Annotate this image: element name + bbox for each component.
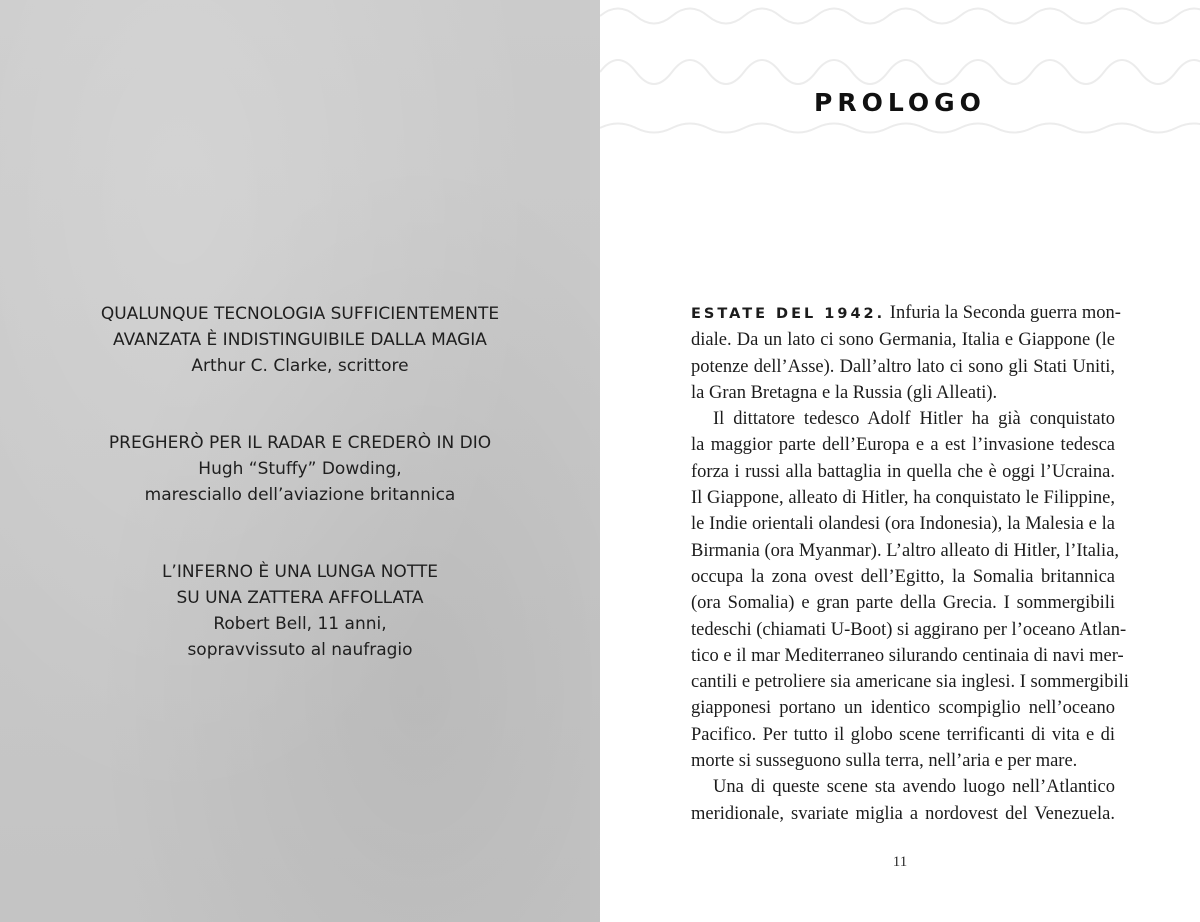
epigraph-quote-line: PREGHERÒ PER IL RADAR E CREDERÒ IN DIO bbox=[108, 433, 492, 453]
epigraph-quote-line: AVANZATA È INDISTINGUIBILE DALLA MAGIA bbox=[113, 330, 487, 350]
paragraph-1-line: Infuria la Seconda guerra mon- bbox=[889, 303, 1121, 323]
paragraph-1-line: potenze dell’Asse). Dall’altro lato ci sono gli Stati Uniti, bbox=[691, 356, 1115, 377]
paragraph-2-line: tedeschi (chiamati U-Boot) si aggirano per l’oceano Atlan- bbox=[691, 619, 1127, 640]
wave-pattern-decoration bbox=[600, 0, 1200, 140]
epigraph-attribution: Arthur C. Clarke, scrittore bbox=[191, 356, 409, 376]
epigraph-attribution: Robert Bell, 11 anni, bbox=[213, 614, 387, 634]
epigraph-attribution: maresciallo dell’aviazione britannica bbox=[144, 485, 456, 505]
text-line bbox=[691, 300, 1121, 327]
paragraph-2-line: morte si susseguono sulla terra, nell’aria e per mare. bbox=[691, 751, 1078, 772]
paragraph-1-line: la Gran Bretagna e la Russia (gli Alleati). bbox=[691, 382, 998, 403]
epigraph-dowding bbox=[0, 430, 600, 508]
paragraph-2-line: le Indie orientali olandesi (ora Indonesia), la Malesia e la bbox=[691, 514, 1115, 535]
paragraph-2-line: la maggior parte dell’Europa e a est l’invasione tedesca bbox=[691, 435, 1115, 456]
epigraph-bell bbox=[0, 559, 600, 663]
right-page bbox=[600, 0, 1200, 922]
paragraph-3-line: meridionale, svariate miglia a nordovest del Venezuela. bbox=[691, 803, 1115, 824]
epigraph-quote-line: SU UNA ZATTERA AFFOLLATA bbox=[176, 588, 424, 608]
epigraph-clarke bbox=[0, 301, 600, 379]
paragraph-3-line: Una di queste scene sta avendo luogo nell’Atlantico bbox=[713, 777, 1115, 798]
paragraph-2-line: (ora Somalia) e gran parte della Grecia. I sommergibili bbox=[691, 593, 1115, 614]
body-text bbox=[691, 300, 1129, 827]
paragraph-2-line: tico e il mar Mediterraneo silurando centinaia di navi mer- bbox=[691, 645, 1124, 666]
paragraph-1-line: diale. Da un lato ci sono Germania, Italia e Giappone (le bbox=[691, 330, 1115, 351]
page-number: 11 bbox=[892, 854, 908, 870]
epigraph-attribution: Hugh “Stuffy” Dowding, bbox=[198, 459, 402, 479]
paragraph-2-line: giapponesi portano un identico scompiglio nell’oceano bbox=[691, 698, 1115, 719]
paragraph-2-line: forza i russi alla battaglia in quella che è oggi l’Ucraina. bbox=[691, 461, 1115, 482]
paragraph-2-line: Il Giappone, alleato di Hitler, ha conquistato le Filippine, bbox=[691, 488, 1115, 509]
epigraph-attribution: sopravvissuto al naufragio bbox=[187, 640, 413, 660]
chapter-title: PROLOGO bbox=[814, 88, 986, 117]
epigraph-quote-line: L’INFERNO È UNA LUNGA NOTTE bbox=[161, 562, 439, 582]
paragraph-2-line: Birmania (ora Myanmar). L’altro alleato di Hitler, l’Italia, bbox=[691, 540, 1120, 561]
paragraph-2-line: Pacifico. Per tutto il globo scene terrificanti di vita e di bbox=[691, 724, 1115, 745]
epigraph-quote-line: QUALUNQUE TECNOLOGIA SUFFICIENTEMENTE bbox=[100, 304, 500, 324]
paragraph-2-line: occupa la zona ovest dell’Egitto, la Somalia britannica bbox=[691, 566, 1115, 587]
lead-in-text: ESTATE DEL 1942. bbox=[691, 306, 886, 322]
paragraph-2-line: cantili e petroliere sia americane sia inglesi. I sommergibili bbox=[691, 672, 1129, 693]
paragraph-2-line: Il dittatore tedesco Adolf Hitler ha già conquistato bbox=[713, 409, 1115, 430]
